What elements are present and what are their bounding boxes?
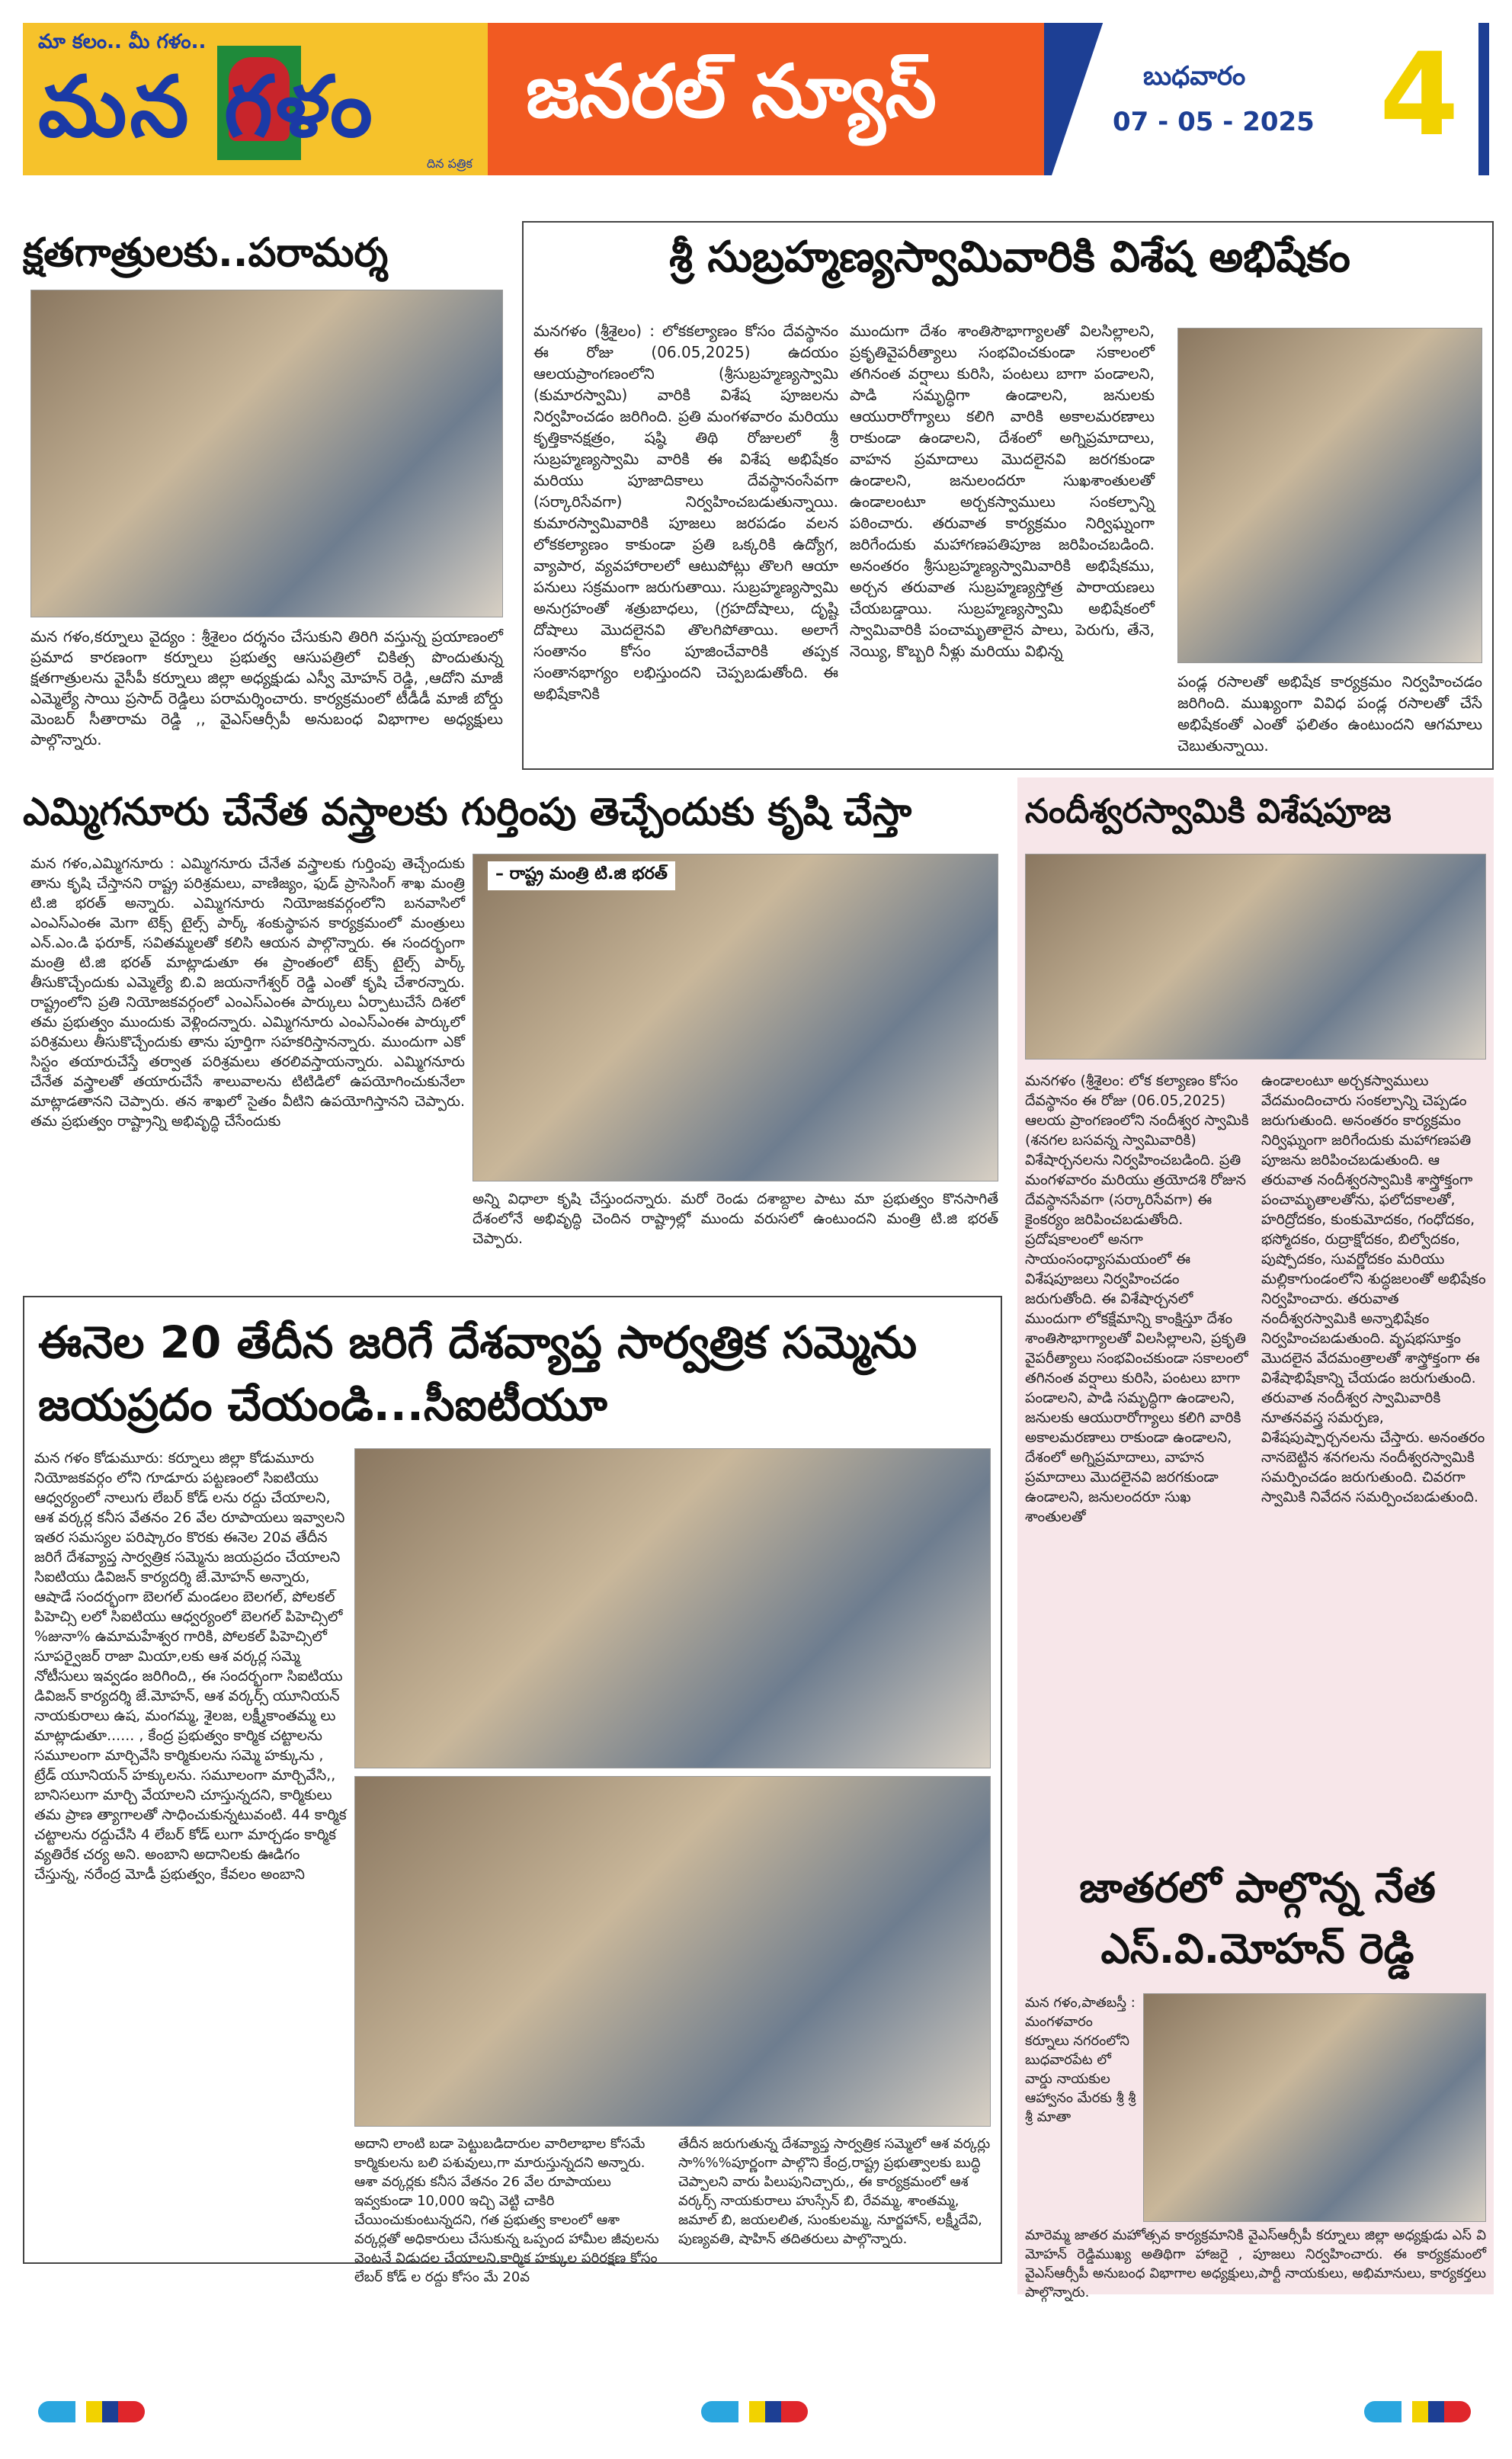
logo-name: మన గళం <box>38 58 376 155</box>
footer-dots-right <box>1364 2401 1471 2422</box>
article5-col2: అదాని లాంటి బడా పెట్టుబడిదారుల వారిలాభాల కోసమే కార్మికులను బలి పశువులు,గా మారుస్తున్నదని అన్నారు. ఆశా వర్కర్లకు కనీస వేతనం 26 వేల రూపాయలు ఇవ్వకుండా 10,000 ఇచ్చి వెట్టి చాకిరి చేయించుకుంటున్నదని, గత ప్రభుత్వ కాలంలో ఆశా వర్కర్లతో అధికారులు చేసుకున్న ఒప్పంద హామీల జీవులను వెంటనే విడుదల చేయాలని,కార్మిక హక్కుల పరిరక్షణ కోసం లేబర్ కోడ్ ల రద్దు కోసం మే 20వ <box>354 2136 659 2285</box>
article6-headline-line1: జాతరలో పాల్గొన్న నేత <box>1079 1864 1436 1912</box>
article2-col2: ముందుగా దేశం శాంతిసౌభాగ్యాలతో విలసిల్లాలని, ప్రకృతివైపరీత్యాలు సంభవించకుండా సకాలంలో తగినంత వర్షాలు కురిసి, పంటలు బాగా పండాలని, పాడి సమృద్ధిగా ఉండాలని, జనులకు ఆయురారోగ్యాలు కలిగి వారికి అకాలమరణాలు రాకుండా ఉండాలని, దేశంలో అగ్నిప్రమాదాలు, వాహన ప్రమాదాలు మొదలైనవి జరగకుండా ఉండాలని, జనులందరూ సుఖశాంతులతో ఉండాలంటూ అర్చకస్వాములు సంకల్పాన్ని పఠించారు. తరువాత కార్యక్రమం నిర్విఘ్నంగా జరిగేందుకు మహాగణపతిపూజ జరిపించబడింది. అనంతరం శ్రీసుబ్రహ్మణ్యస్వామివారికి అభిషేకము, అర్చన తరువాత సుబ్రహ్మణ్యస్తోత్ర పారాయణలు చేయబడ్డాయి. సుబ్రహ్మణ్యస్వామి అభిషేకంలో స్వామివారికి పంచామృతాలైన పాలు, పెరుగు, తేనె, నెయ్యి, కొబ్బరి నీళ్లు మరియు విభిన్న <box>850 322 1155 660</box>
article4-photo <box>1025 854 1486 1060</box>
issue-date: 07 - 05 - 2025 <box>1113 107 1315 137</box>
page-number: 4 <box>1379 29 1459 162</box>
logo-tagline: మా కలం.. మీ గళం.. <box>38 30 207 53</box>
article4-headline: నందీశ్వరస్వామికి విశేషపూజ <box>1025 792 1392 831</box>
article3-headline: ఎమ్మిగనూరు చేనేత వస్త్రాలకు గుర్తింపు తెచ్చేందుకు కృషి చేస్తా <box>23 790 912 834</box>
footer-dots-left <box>38 2401 145 2422</box>
article5-photo2 <box>354 1776 991 2127</box>
article6-headline-line2: ఎస్.వి.మోహన్ రెడ్డి <box>1100 1925 1414 1973</box>
footer-dots-center <box>701 2401 808 2422</box>
article2-col3: పండ్ల రసాలతో అభిషేక కార్యక్రమం నిర్వహించడం జరిగింది. ముఖ్యంగా వివిధ పండ్ల రసాలతో చేసే అభిషేకంతో ఎంతో ఫలితం ఉంటుందని ఆగమాలు చెబుతున్నాయి. <box>1177 672 1482 755</box>
article2-headline: శ్రీ సుబ్రహ్మణ్యస్వామివారికి విశేష అభిషేకం <box>669 232 1350 282</box>
article4-col1: మనగళం (శ్రీశైలం: లోక కల్యాణం కోసం దేవస్థానం ఈ రోజు (06.05,2025) ఆలయ ప్రాంగణంలోని నందీశ్వర స్వామికి (శనగల బసవన్న స్వామివారికి) విశేషార్చనలను నిర్వహించబడింది. ప్రతి మంగళవారం మరియు త్రయోదశి రోజున దేవస్థానసేవగా (సర్కారిసేవగా) ఈ కైంకర్యం జరిపించబడుతోంది. ప్రదోషకాలంలో అనగా సాయంసంధ్యాసమయంలో ఈ విశేషపూజలు నిర్వహించడం జరుగుతోంది. ఈ విశేషార్చనలో ముందుగా లోకక్షేమాన్ని కాంక్షిస్తూ దేశం శాంతిసౌభాగ్యాలతో విలసిల్లాలని, ప్రకృతి వైపరీత్యాలు సంభవించకుండా సకాలంలో తగినంత వర్షాలు కురిసి, పంటలు బాగా పండాలని, పాడి సమృద్ధిగా ఉండాలని, జనులకు ఆయురారోగ్యాలు కలిగి వారికి అకాలమరణాలు రాకుండా ఉండాలని, దేశంలో అగ్నిప్రమాదాలు, వాహన ప్రమాదాలు మొదలైనవి జరగకుండా ఉండాలని, జనులందరూ సుఖ శాంతులతో <box>1025 1072 1249 1525</box>
article5-col3: తేదీన జరుగుతున్న దేశవ్యాప్త సార్వత్రిక సమ్మెలో ఆశ వర్కర్లు సా%%%పూర్ణంగా పాల్గొని కేంద్ర,రాష్ట్ర ప్రభుత్వాలకు బుద్ధి చెప్పాలని వారు పిలుపునిచ్చారు,, ఈ కార్యక్రమంలో ఆశ వర్కర్స్ నాయకురాలు హుస్సేన్ బి, రేవమ్మ, శాంతమ్మ, జమాల్ బి, జయలలిత, సుంకులమ్మ, నూర్జహాన్, లక్ష్మీదేవి, పుణ్యవతి, షాహిన్ తదితరులు పాల్గొన్నారు. <box>678 2136 991 2247</box>
article1-headline: క్షతగాత్రులకు..పరామర్శ <box>23 230 389 276</box>
logo-subtitle: దిన పత్రిక <box>427 156 472 171</box>
section-title: జనరల్ న్యూస్ <box>526 49 937 134</box>
article1-photo <box>30 290 503 617</box>
article6-side-text: మన గళం,పాతబస్తీ : మంగళవారం కర్నూలు నగరంలోని బుధవారపేట లో వార్డు నాయకుల ఆహ్వానం మేరకు శ్రీ శ్రీ శ్రీ మాతా <box>1025 1995 1136 2125</box>
article2-photo <box>1177 328 1482 663</box>
article3-photo-caption: – రాష్ట్ర మంత్రి టి.జి భరత్ <box>488 861 675 890</box>
article3-photo <box>472 854 998 1181</box>
article4-col2: ఉండాలంటూ అర్చకస్వాములు వేదమందించారు సంకల్పాన్ని చెప్పడం జరుగుతుంది. అనంతరం కార్యక్రమం నిర్విఘ్నంగా జరిగేందుకు మహాగణపతి పూజను జరిపించబడుతుంది. ఆ తరువాత నందీశ్వరస్వామికి శాస్త్రోక్తంగా పంచామృతాలతోను, ఫలోదకాలతో, హరిద్రోదకం, కుంకుమోదకం, గంధోదకం, భస్మోదకం, రుద్రాక్షోదకం, బిల్వోదకం, పుష్పోదకం, సువర్ణోదకం మరియు మల్లికాగుండంలోని శుద్ధజలంతో అభిషేకం నిర్వహించారు. తరువాత నందీశ్వరస్వామికి అన్నాభిషేకం నిర్వహించబడుతుంది. వృషభసూక్తం మొదలైన వేదమంత్రాలతో శాస్త్రోక్తంగా ఈ విశేషాభిషేకాన్ని చేయడం జరుగుతుంది. తరువాత నందీశ్వర స్వామివారికి నూతనవస్త్ర సమర్పణ, విశేషపుష్పార్చనలను చేస్తారు. అనంతరం నానబెట్టిన శనగలను నందీశ్వరస్వామికి సమర్పించడం జరుగుతుంది. చివరగా స్వామికి నివేదన సమర్పించబడుతుంది. <box>1261 1072 1486 1505</box>
article2-col1: మనగళం (శ్రీశైలం) : లోకకల్యాణం కోసం దేవస్థానం ఈ రోజు (06.05,2025) ఉదయం ఆలయప్రాంగణంలోని (శ్రీసుబ్రహ్మణ్యస్వామి (కుమారస్వామి) వారికి విశేష పూజలను నిర్వహించడం జరిగింది. ప్రతి మంగళవారం మరియు కృత్తికానక్షత్రం, షష్ఠి తిథి రోజులలో శ్రీ సుబ్రహ్మణ్యస్వామి వారికి ఈ విశేష అభిషేకం మరియు పూజాదికాలు దేవస్థానంసేవగా (సర్కారిసేవగా) నిర్వహించబడుతున్నాయి. కుమారస్వామివారికి పూజలు జరపడం వలన లోకకల్యాణం కాకుండా ప్రతి ఒక్కరికి ఉద్యోగ, వ్యాపార, వ్యవహారాలలో ఆటుపోట్లు తొలగి ఆయా పనులు సక్రమంగా జరుగుతాయి. సుబ్రహ్మణ్యస్వామి అనుగ్రహంతో శత్రుబాధలు, (గ్రహదోషాలు, దృష్టి దోషాలు మొదలైనవి తొలగిపోతాయి. అలాగే సంతానం కోసం పూజించేవారికి తప్పక సంతానభాగ్యం లభిస్తుందని చెప్పబడుతోంది. ఈ అభిషేకానికి <box>533 322 838 703</box>
article5-photo1 <box>354 1448 991 1768</box>
article5-col1: మన గళం కోడుమూరు: కర్నూలు జిల్లా కోడుమూరు నియోజకవర్గం లోని గూడూరు పట్టణంలో సిఐటియు ఆధ్వర్యంలో నాలుగు లేబర్ కోడ్ లను రద్దు చేయాలని, ఆశ వర్కర్ల కనీస వేతనం 26 వేల రూపాయలు ఇవ్వాలని ఇతర సమస్యల పరిష్కారం కొరకు ఈనెల 20వ తేదీన జరిగే దేశవ్యాప్త సార్వత్రిక సమ్మెను జయప్రదం చేయాలని సిఐటియు డివిజన్ కార్యదర్శి జే.మోహన్ అన్నారు, ఆషాడే సందర్భంగా బెలగల్ మండలం బెలగల్, పోలకల్ పిహెచ్సి లలో సిఐటియు ఆధ్వర్యంలో బెలగల్ పిహెచ్సిలో %జునా% ఉమామహేశ్వర గారికి, పోలకల్ పిహెచ్సిలో సూపర్వైజర్ రాజా మియా,లకు ఆశ వర్కర్ల సమ్మె నోటీసులు ఇవ్వడం జరిగింది,, ఈ సందర్భంగా సిఐటియు డివిజన్ కార్యదర్శి జే.మోహన్, ఆశ వర్కర్స్ యూనియన్ నాయకురాలు ఉష, మంగమ్మ, శైలజ, లక్ష్మీకాంతమ్మ లు మాట్లాడుతూ...... , కేంద్ర ప్రభుత్వం కార్మిక చట్టాలను సమూలంగా మార్చివేసి కార్మికులను సమ్మె హక్కును , ట్రేడ్ యూనియన్ హక్కులను. సమూలంగా మార్చివేసి,, బానిసలుగా మార్చి వేయాలని చూస్తున్నదని, కార్మికులు తమ ప్రాణ త్యాగాలతో సాధించుకున్నటువంటి. 44 కార్మిక చట్టాలను రద్దుచేసి 4 లేబర్ కోడ్ లుగా మార్చడం కార్మిక వ్యతిరేక చర్య అని. అంబాని అదానిలకు ఊడిగం చేస్తున్న, నరేంద్ర మోడీ ప్రభుత్వం, కేవలం అంబాని <box>34 1450 347 1883</box>
article6-body: మారెమ్మ జాతర మహోత్సవ కార్యక్రమానికి వైఎస్ఆర్సీపీ కర్నూలు జిల్లా అధ్యక్షుడు ఎస్ వి మోహన్ రెడ్డిముఖ్య అతిథిగా హాజరై , పూజలు నిర్వహించారు. ఈ కార్యక్రమంలో వైఎస్ఆర్సీపీ అనుబంధ విభాగాల అధ్యక్షులు,పార్టీ నాయకులు, అభిమానులు, కార్యకర్తలు పాల్గొన్నారు. <box>1025 2227 1486 2300</box>
article5-headline: ఈనెల 20 తేదీన జరిగే దేశవ్యాప్త సార్వత్రిక సమ్మెను జయప్రదం చేయండి...సీఐటీయూ <box>38 1316 918 1431</box>
article3-body: మన గళం,ఎమ్మిగనూరు : ఎమ్మిగనూరు చేనేత వస్త్రాలకు గుర్తింపు తెచ్చేందుకు తాను కృషి చేస్తానని రాష్ట్ర పరిశ్రమలు, వాణిజ్యం, ఫుడ్ ప్రాసెసింగ్ శాఖ మంత్రి టి.జి భరత్ అన్నారు. ఎమ్మిగనూరు నియోజకవర్గంలోని బనవాసిలో ఎంఎస్ఎంఈ మెగా టెక్స్ టైల్స్ పార్క్ శంకుస్థాపన కార్యక్రమంలో మంత్రులు ఎన్.ఎం.డి ఫరూక్, సవితమ్మలతో కలిసి ఆయన పాల్గొన్నారు. ఈ సందర్భంగా మంత్రి టి.జి భరత్ మాట్లాడుతూ ఈ ప్రాంతంలో టెక్స్ టైల్స్ పార్క్ తీసుకొచ్చేందుకు ఎమ్మెల్యే బి.వి జయనాగేశ్వర్ రెడ్డి ఎంతో కృషి చేశారన్నారు. రాష్ట్రంలోని ప్రతి నియోజకవర్గంలో ఎంఎస్ఎంఈ పార్కులు ఏర్పాటుచేసే దిశలో తమ ప్రభుత్వం ముందుకు వెళ్లిందన్నారు. ఎమ్మిగనూరు ఎంఎస్ఎంఈ పార్కులో పరిశ్రమలు తీసుకొచ్చేందుకు తాను పూర్తిగా సహకరిస్తానన్నారు. ముందుగా ఎకో సిస్టం తయారుచేస్తే తర్వాత పరిశ్రమలు తరలివస్తాయన్నారు. ఎమ్మిగనూరు చేనేత వస్త్రాలతో తయారుచేసే శాలువాలను టిటిడిలో ఉపయోగించుకునేలా మాట్లాడతానని చెప్పారు. తన శాఖలో సైతం వీటిని ఉపయోగిస్తానని చెప్పారు. తమ ప్రభుత్వం రాష్ట్రాన్ని అభివృద్ధి చేసేందుకు <box>30 855 465 1130</box>
article1-body: మన గళం,కర్నూలు వైద్యం : శ్రీశైలం దర్శనం చేసుకుని తిరిగి వస్తున్న ప్రయాణంలో ప్రమాద కారణంగా కర్నూలు ప్రభుత్వ ఆసుపత్రిలో చికిత్స పొందుతున్న క్షతగాత్రులను వైసీపీ కర్నూలు జిల్లా అధ్యక్షుడు ఎస్వీ మోహన్ రెడ్డి, ,ఆదోని మాజీ ఎమ్మెల్యే సాయి ప్రసాద్ రెడ్డిలు పరామర్శించారు. కార్యక్రమంలో టీడీడీ మాజీ బోర్డు మెంబర్ సీతారామ రెడ్డి ,, వైఎస్ఆర్సీపీ అనుబంధ విభాగాల అధ్యక్షులు పాల్గొన్నారు. <box>30 627 503 749</box>
article3-body-tail: అన్ని విధాలా కృషి చేస్తుందన్నారు. మరో రెండు దశాబ్దాల పాటు మా ప్రభుత్వం కొనసాగితే దేశంలోనే అభివృద్ధి చెందిన రాష్ట్రాల్లో ముందు వరుసలో ఉంటుందని మంత్రి టి.జి భరత్ చెప్పారు. <box>472 1191 998 1247</box>
weekday: బుధవారం <box>1143 61 1246 91</box>
article6-photo <box>1143 1993 1486 2222</box>
